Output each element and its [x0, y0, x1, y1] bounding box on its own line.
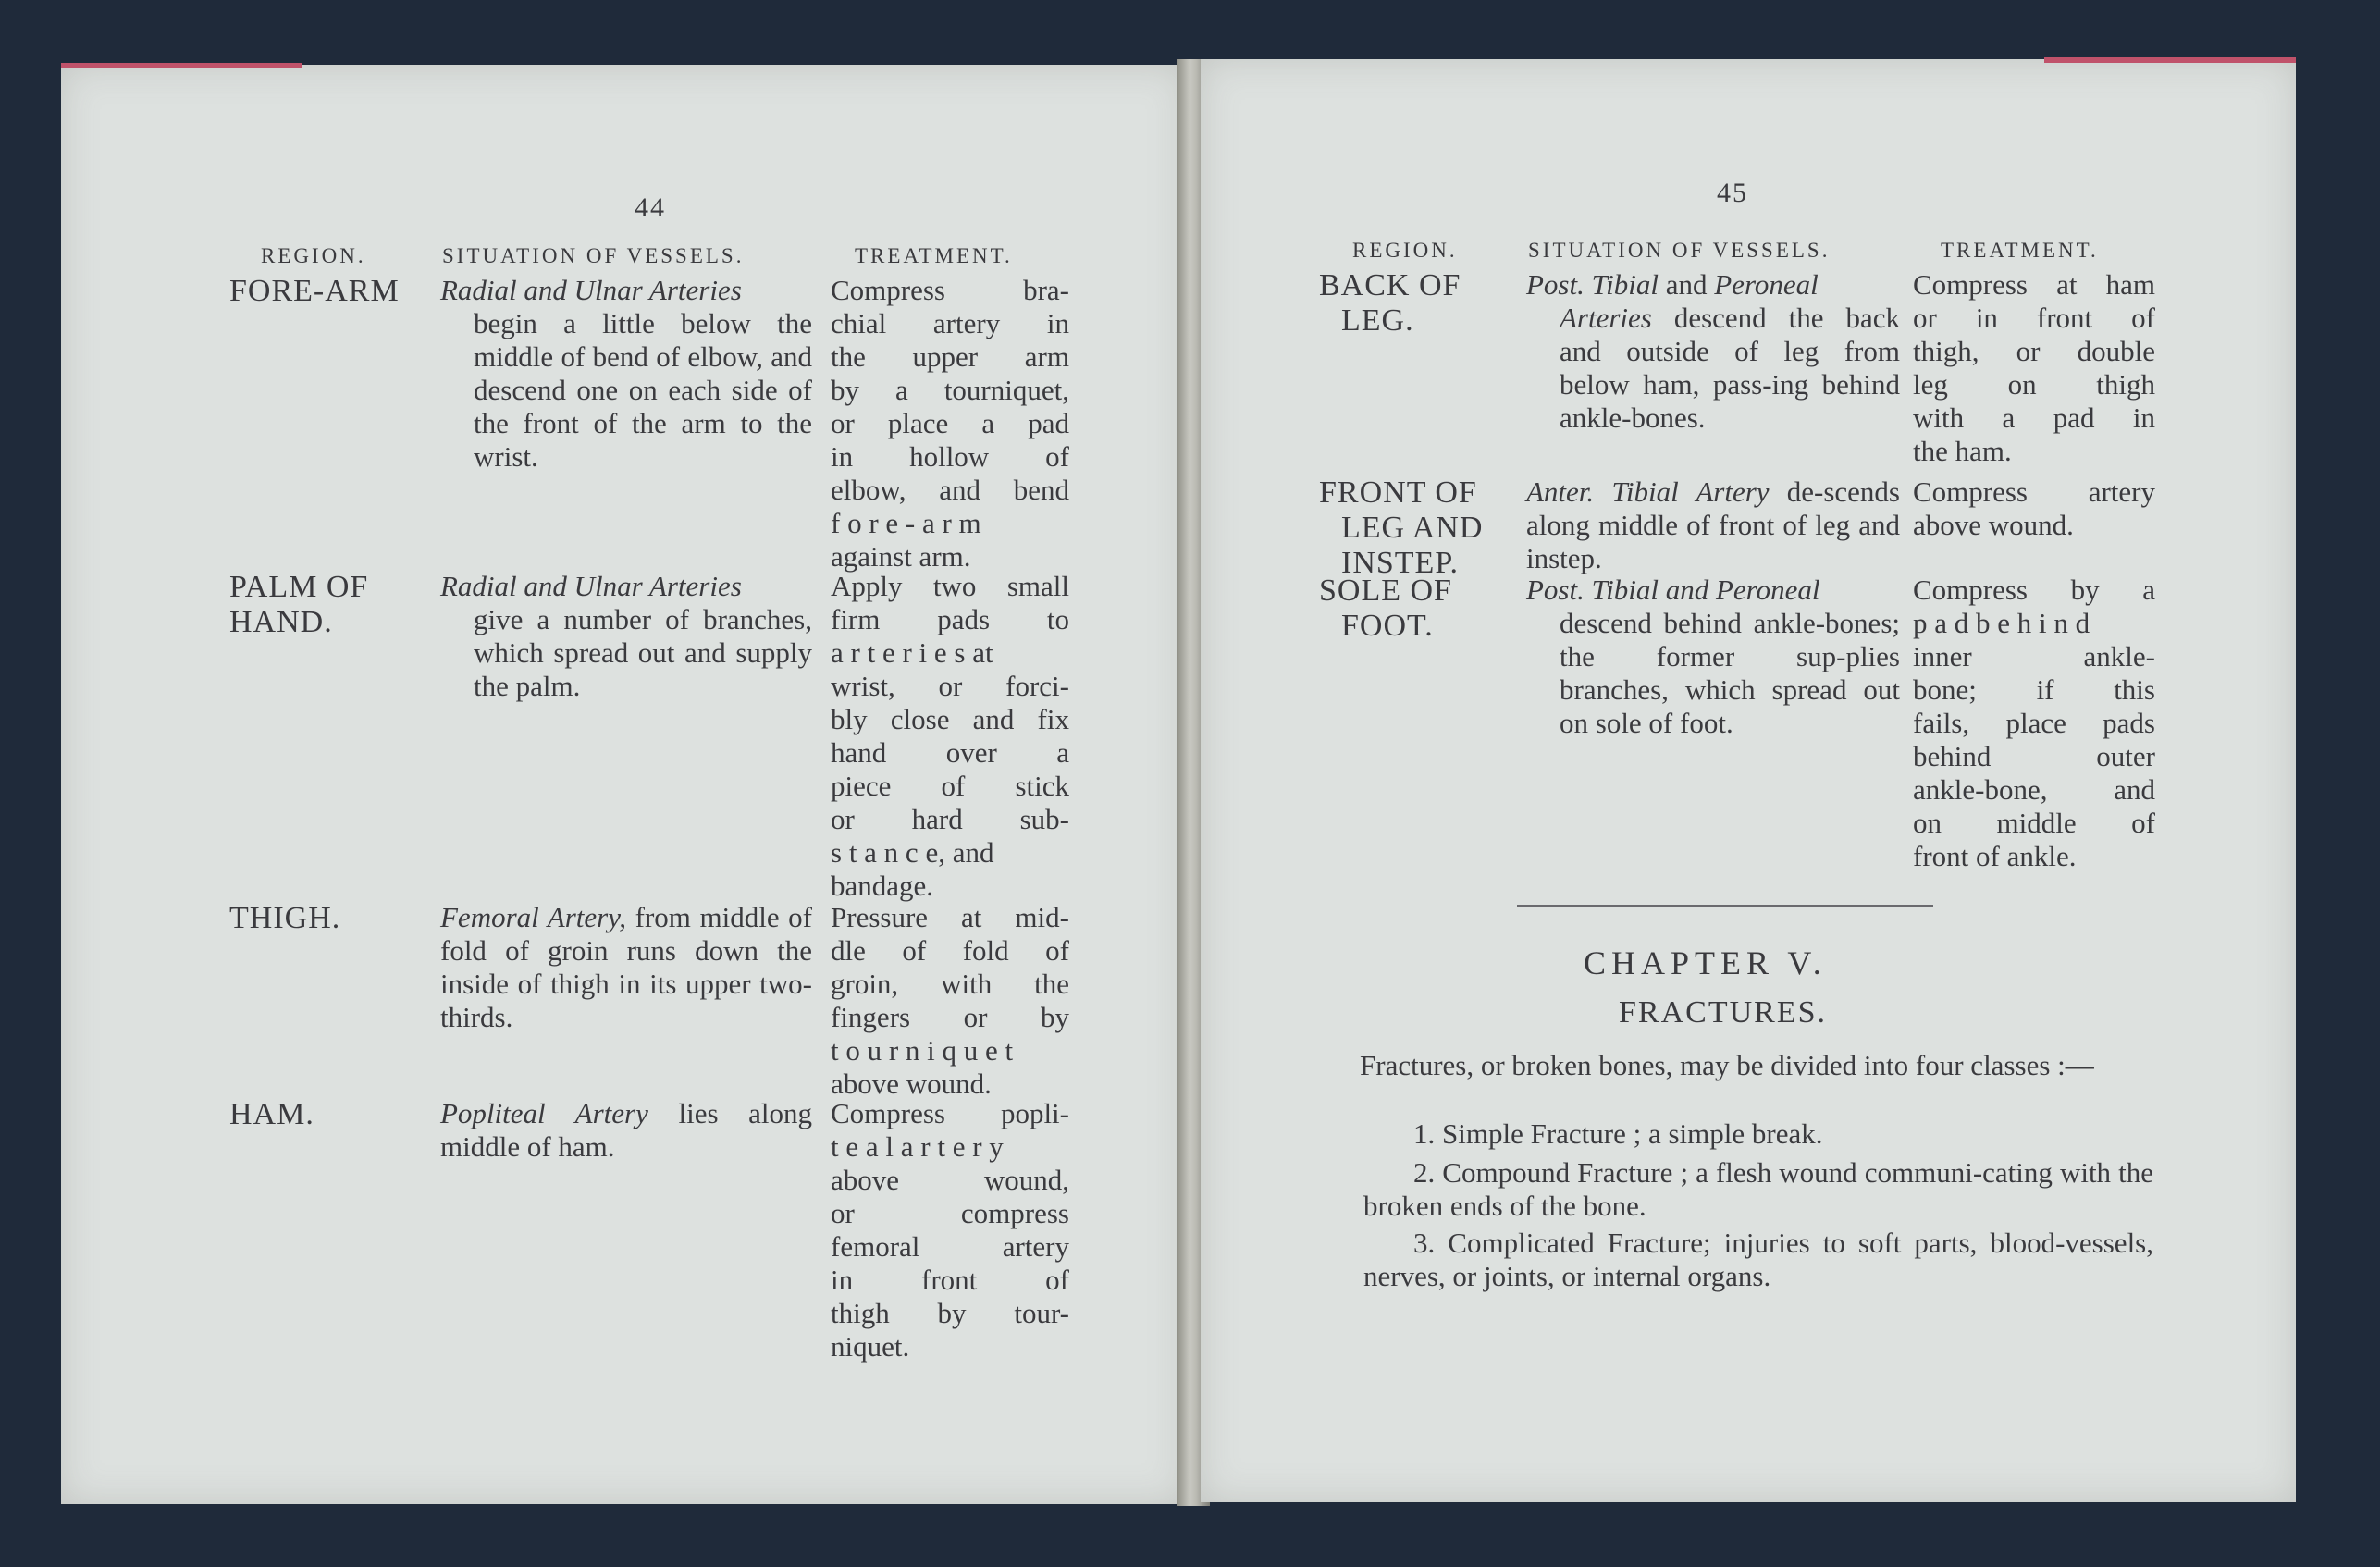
treatment-line: the upper arm [831, 340, 1069, 373]
vessel-name: Post. Tibial and Peroneal [1526, 574, 1820, 606]
treatment-line: hand over a [831, 736, 1069, 769]
treatment-line: leg on thigh [1913, 368, 2155, 401]
situation-palm [440, 570, 812, 703]
treatment-line: or compress [831, 1197, 1069, 1229]
treatment-line: front of ankle. [1913, 840, 2077, 872]
vessel-name: Post. Tibial [1526, 268, 1659, 301]
treatment-line: in hollow of [831, 440, 1069, 473]
region-sole-of-foot [1319, 574, 1452, 644]
treatment-line: t e a l a r t e r y [831, 1130, 1004, 1163]
region-line: LEG. [1341, 303, 1414, 338]
region-forearm: FORE-ARM [229, 274, 400, 308]
region-label: PALM OF HAND. [229, 570, 369, 639]
page-edge-right [2044, 57, 2296, 63]
treatment-line: or place a pad [831, 407, 1069, 439]
treatment-line: in front of [831, 1264, 1069, 1296]
header-treatment-right: TREATMENT. [1941, 239, 2099, 262]
region-line: BACK OF [1319, 268, 1461, 302]
situation-text: descend behind ankle-bones; the former sup-plies branches, which spread out on sole of foot. [1560, 607, 1900, 739]
treatment-line: Compress bra- [831, 274, 1069, 306]
page-number-right: 45 [1717, 178, 1748, 208]
region-back-of-leg [1319, 268, 1461, 339]
treatment-line: thigh by tour- [831, 1297, 1069, 1329]
treatment-line: chial artery in [831, 307, 1069, 339]
treatment-line: on middle of [1913, 807, 2155, 839]
situation-ham [440, 1097, 812, 1164]
treatment-line: a r t e r i e s at [831, 636, 993, 669]
treatment-line: above wound. [831, 1067, 992, 1100]
treatment-line: by a tourniquet, [831, 374, 1069, 406]
page-number-left: 44 [635, 192, 666, 223]
treatment-line: f o r e - a r m [831, 507, 981, 539]
treatment-line: bandage. [831, 870, 934, 902]
situation-forearm [440, 274, 812, 474]
treatment-line: fails, place pads [1913, 707, 2155, 739]
vessel-name: Femoral Artery, [440, 901, 627, 933]
treatment-line: piece of stick [831, 770, 1069, 802]
header-situation: SITUATION OF VESSELS. [442, 244, 745, 267]
region-front-of-leg [1319, 475, 1483, 581]
treatment-line: Pressure at mid- [831, 901, 1069, 933]
region-line: FRONT OF [1319, 475, 1477, 510]
treatment-front-of-leg [1913, 475, 2155, 542]
situation-body: descend the back and outside of leg from below ham, pass-ing behind ankle-bones. [1560, 302, 1900, 434]
treatment-line: niquet. [831, 1330, 910, 1363]
treatment-line: p a d b e h i n d [1913, 607, 2090, 639]
treatment-palm [831, 570, 1069, 903]
treatment-line: wrist, or forci- [831, 670, 1069, 702]
situation-text: give a number of branches, which spread out and supply the palm. [474, 603, 812, 702]
treatment-line: above wound. [1913, 509, 2074, 541]
region-line: INSTEP. [1341, 546, 1459, 580]
situation-text: lies along middle of ham. [440, 1097, 812, 1163]
region-line: LEG AND [1341, 511, 1484, 545]
treatment-line: against arm. [831, 540, 971, 573]
vessel-name-3: Arteries [1560, 302, 1652, 334]
treatment-line: firm pads to [831, 603, 1069, 635]
treatment-line: the ham. [1913, 435, 2012, 467]
treatment-line: groin, with the [831, 968, 1069, 1000]
fracture-item-3 [1363, 1227, 2153, 1293]
treatment-line: inner ankle- [1913, 640, 2155, 672]
vessel-name-2: Peroneal [1714, 268, 1819, 301]
section-divider [1517, 905, 1933, 907]
treatment-line: dle of fold of [831, 934, 1069, 967]
treatment-line: Compress by a [1913, 574, 2155, 606]
treatment-ham [831, 1097, 1069, 1363]
treatment-line: Compress popli- [831, 1097, 1069, 1129]
treatment-line: with a pad in [1913, 401, 2155, 434]
vessel-name: Radial and Ulnar Arteries [440, 274, 742, 306]
treatment-line: bly close and fix [831, 703, 1069, 735]
situation-text: begin a little below the middle of bend of elbow, and descend one on each side of the front of the arm to the wrist. [474, 307, 812, 473]
region-ham: HAM. [229, 1097, 314, 1131]
situation-text: from middle of fold of groin runs down the inside of thigh in its upper two-thirds. [440, 901, 812, 1033]
treatment-line: bone; if this [1913, 673, 2155, 706]
situation-thigh [440, 901, 812, 1034]
situation-sole-of-foot [1526, 574, 1900, 740]
situation-text: de-scends along middle of front of leg and instep. [1526, 475, 1900, 574]
situation-front-of-leg [1526, 475, 1900, 575]
conjunction: and [1658, 268, 1715, 301]
intro-paragraph: Fractures, or broken bones, may be divided into four classes :— [1360, 1049, 2094, 1081]
region-line: FOOT. [1341, 609, 1434, 643]
treatment-line: femoral artery [831, 1230, 1069, 1263]
treatment-line: Apply two small [831, 570, 1069, 602]
page-edge-left [61, 63, 302, 68]
treatment-line: behind outer [1913, 740, 2155, 772]
region-thigh: THIGH. [229, 901, 341, 935]
region-palm-of-hand [229, 570, 424, 640]
treatment-line: or hard sub- [831, 803, 1069, 835]
treatment-line: thigh, or double [1913, 335, 2155, 367]
fracture-item-2 [1363, 1156, 2153, 1223]
treatment-line: t o u r n i q u e t [831, 1034, 1014, 1067]
treatment-line: fingers or by [831, 1001, 1069, 1033]
chapter-title: CHAPTER V. [1584, 944, 1827, 981]
treatment-sole-of-foot [1913, 574, 2155, 873]
header-treatment: TREATMENT. [855, 244, 1013, 267]
treatment-line: Compress at ham [1913, 268, 2155, 301]
situation-text [1526, 302, 1900, 435]
treatment-line: above wound, [831, 1164, 1069, 1196]
header-situation-right: SITUATION OF VESSELS. [1528, 239, 1831, 262]
treatment-forearm [831, 274, 1069, 574]
vessel-name: Anter. Tibial Artery [1526, 475, 1770, 508]
header-region: REGION. [261, 244, 366, 267]
treatment-line: or in front of [1913, 302, 2155, 334]
header-region-right: REGION. [1352, 239, 1458, 262]
treatment-line: elbow, and bend [831, 474, 1069, 506]
treatment-thigh [831, 901, 1069, 1101]
treatment-line: s t a n c e, and [831, 836, 994, 869]
chapter-subtitle: FRACTURES. [1619, 995, 1827, 1030]
fracture-item-2-text: 2. Compound Fracture ; a flesh wound communi-cating with the broken ends of the bone. [1363, 1156, 2153, 1222]
vessel-name: Popliteal Artery [440, 1097, 648, 1129]
region-line: SOLE OF [1319, 574, 1452, 608]
fracture-item-1: 1. Simple Fracture ; a simple break. [1413, 1117, 1823, 1150]
situation-back-of-leg [1526, 268, 1900, 435]
treatment-line: Compress artery [1913, 475, 2155, 508]
fracture-item-3-text: 3. Complicated Fracture; injuries to soft parts, blood-vessels, nerves, or joints, or internal organs. [1363, 1227, 2153, 1292]
vessel-name: Radial and Ulnar Arteries [440, 570, 742, 602]
treatment-back-of-leg [1913, 268, 2155, 468]
treatment-line: ankle-bone, and [1913, 773, 2155, 806]
